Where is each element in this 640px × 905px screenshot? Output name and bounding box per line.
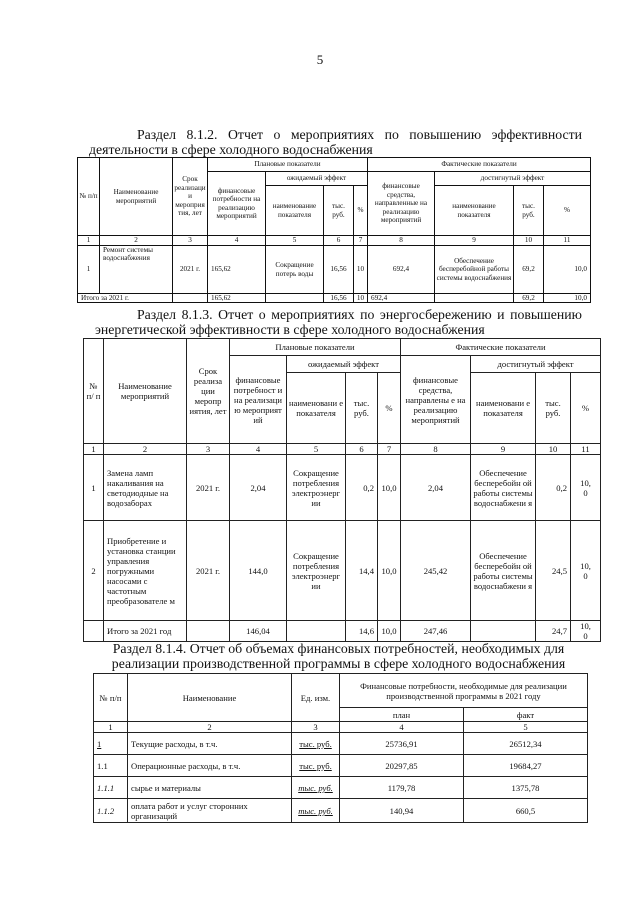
column-number: 6	[346, 444, 378, 455]
header-rub: тыс. руб.	[536, 373, 571, 444]
column-number: 8	[368, 236, 435, 246]
header-num: № п/п	[94, 674, 128, 722]
row-unit: тыс. руб.	[292, 755, 340, 777]
header-plan-fin: финансовые потребност и на реализаци ю мероприят ий	[230, 356, 287, 444]
column-number: 1	[94, 722, 128, 733]
total-fact-pct	[571, 621, 601, 642]
table-row	[84, 455, 601, 521]
header-expected: ожидаемый эффект	[287, 356, 401, 373]
row-fact: 26512,34	[464, 733, 588, 755]
row-plan-fin: 2,04	[230, 455, 287, 521]
header-pct: %	[378, 373, 401, 444]
column-number: 11	[571, 444, 601, 455]
row-name: Приобретение и установка станции управления погружными насосами с частотным преобразователе м	[104, 521, 187, 621]
column-number: 4	[340, 722, 464, 733]
pct-part: 10,	[580, 621, 591, 631]
row-plan: 25736,91	[340, 733, 464, 755]
row-plan-indicator: Сокращение потребления электроэнерг ии	[287, 521, 346, 621]
header-fact: Фактические показатели	[401, 339, 601, 356]
row-num: 1	[84, 455, 104, 521]
row-fact-rub: 69,2	[514, 246, 544, 294]
header-num: № п/ п	[84, 339, 104, 444]
column-number: 9	[471, 444, 536, 455]
header-fact-fin: финансовые средства, направленные на реализацию мероприятий	[368, 172, 435, 236]
column-number: 9	[435, 236, 514, 246]
total-fact-fin: 247,46	[401, 621, 471, 642]
row-plan: 140,94	[340, 799, 464, 823]
total-label: Итого за 2021 г.	[78, 294, 173, 303]
row-plan-rub: 14,4	[346, 521, 378, 621]
row-num: 2	[84, 521, 104, 621]
row-name: сырье и материалы	[128, 777, 292, 799]
total-plan-pct: 10	[354, 294, 368, 303]
table-row	[78, 246, 591, 294]
header-indicator: наименование показателя	[266, 186, 324, 236]
total-row	[78, 294, 591, 303]
row-plan-pct: 10,0	[378, 521, 401, 621]
row-plan-rub: 0,2	[346, 455, 378, 521]
column-number: 4	[208, 236, 266, 246]
row-num: 1.1	[94, 755, 128, 777]
header-expected: ожидаемый эффект	[266, 172, 368, 186]
column-number: 6	[324, 236, 354, 246]
row-plan-pct: 10,0	[378, 455, 401, 521]
row-unit: тыс. руб.	[292, 733, 340, 755]
header-rub: тыс. руб.	[346, 373, 378, 444]
row-num: 1	[78, 246, 100, 294]
total-fact-pct: 10,0	[544, 294, 591, 303]
column-number: 10	[536, 444, 571, 455]
header-plan: Плановые показатели	[230, 339, 401, 356]
row-name: Замена ламп накаливания на светодиодные на водозаборах	[104, 455, 187, 521]
column-number: 2	[104, 444, 187, 455]
heading-line: Раздел 8.1.3. Отчет о мероприятиях по энергосбережению и повышению	[137, 307, 582, 322]
row-name: Операционные расходы, в т.ч.	[128, 755, 292, 777]
header-indicator: наименование показателя	[435, 186, 514, 236]
section-8-1-4-heading	[95, 641, 582, 671]
header-fact: Фактические показатели	[368, 158, 591, 172]
column-number: 8	[401, 444, 471, 455]
column-number: 3	[173, 236, 208, 246]
header-fact: факт	[464, 708, 588, 722]
header-name: Наименование	[128, 674, 292, 722]
total-plan-rub: 16,56	[324, 294, 354, 303]
row-fact-pct: 10,0	[544, 246, 591, 294]
row-fact-pct	[571, 521, 601, 621]
column-numbers-row	[94, 722, 588, 733]
row-fact-fin: 692,4	[368, 246, 435, 294]
row-plan-indicator: Сокращение потребления электроэнерг ии	[287, 455, 346, 521]
total-plan-rub: 14,6	[346, 621, 378, 642]
row-plan: 1179,78	[340, 777, 464, 799]
header-name: Наименование мероприятий	[100, 158, 173, 236]
header-fact-fin: финансовые средства, направлены е на реализацию мероприятий	[401, 356, 471, 444]
total-empty	[435, 294, 514, 303]
heading-line: Раздел 8.1.2. Отчет о мероприятиях по повышению эффективности	[137, 127, 582, 142]
row-name: Ремонт системы водоснабжения	[100, 246, 173, 294]
column-numbers-row	[78, 236, 591, 246]
total-fact-fin: 692,4	[368, 294, 435, 303]
header-achieved: достигнутый эффект	[435, 172, 591, 186]
row-num: 1.1.2	[94, 799, 128, 823]
total-plan-fin: 165,62	[208, 294, 266, 303]
pct-part: 0	[583, 631, 588, 641]
header-indicator: наименовани е показателя	[471, 373, 536, 444]
total-plan-pct: 10,0	[378, 621, 401, 642]
row-name: Текущие расходы, в т.ч.	[128, 733, 292, 755]
column-number: 7	[378, 444, 401, 455]
header-rub: тыс. руб.	[514, 186, 544, 236]
row-plan: 20297,85	[340, 755, 464, 777]
row-fact-pct	[571, 455, 601, 521]
pct-part: 10,	[580, 477, 591, 488]
row-num: 1.1.1	[94, 777, 128, 799]
table-row	[84, 521, 601, 621]
header-rub: тыс. руб.	[324, 186, 354, 236]
column-number: 2	[100, 236, 173, 246]
pct-part: 10,	[580, 560, 591, 571]
column-number: 1	[84, 444, 104, 455]
column-number: 3	[187, 444, 230, 455]
header-num: № п/п	[78, 158, 100, 236]
row-fact: 660,5	[464, 799, 588, 823]
header-unit: Ед. изм.	[292, 674, 340, 722]
header-pct: %	[544, 186, 591, 236]
total-empty	[187, 621, 230, 642]
column-number: 3	[292, 722, 340, 733]
column-number: 5	[464, 722, 588, 733]
events-efficiency-table	[77, 157, 591, 303]
row-unit: тыс. руб.	[292, 799, 340, 823]
row-fact-fin: 2,04	[401, 455, 471, 521]
total-fact-rub: 24,7	[536, 621, 571, 642]
heading-line: реализации производственной программы в сфере холодного водоснабжения	[111, 656, 566, 671]
header-term: Срок реализа ции меропр иятия, лет	[187, 339, 230, 444]
pct-part: 0	[583, 487, 588, 498]
total-label: Итого за 2021 год	[104, 621, 187, 642]
row-fact-rub: 0,2	[536, 455, 571, 521]
column-number: 11	[544, 236, 591, 246]
total-fact-rub: 69,2	[514, 294, 544, 303]
row-fact-indicator: Обеспечение бесперебойн ой работы системы водоснабжени я	[471, 521, 536, 621]
financial-needs-table	[93, 673, 588, 823]
header-pct: %	[571, 373, 601, 444]
header-plan: Плановые показатели	[208, 158, 368, 172]
row-fact-indicator: Обеспечение бесперебойн ой работы системы водоснабжени я	[471, 455, 536, 521]
header-plan: план	[340, 708, 464, 722]
row-fact: 1375,78	[464, 777, 588, 799]
total-row	[84, 621, 601, 642]
total-empty	[266, 294, 324, 303]
column-number: 5	[266, 236, 324, 246]
header-term: Срок реализации мероприятия, лет	[173, 158, 208, 236]
heading-line: энергетической эффективности в сфере холодного водоснабжения	[95, 322, 485, 337]
row-term: 2021 г.	[187, 455, 230, 521]
row-plan-rub: 16,56	[324, 246, 354, 294]
table-row	[94, 777, 588, 799]
row-plan-fin: 144,0	[230, 521, 287, 621]
section-8-1-2-heading	[89, 127, 582, 157]
column-number: 10	[514, 236, 544, 246]
row-plan-indicator: Сокращение потерь воды	[266, 246, 324, 294]
table-row	[94, 733, 588, 755]
header-pct: %	[354, 186, 368, 236]
table-row	[94, 755, 588, 777]
row-fact-indicator: Обеспечение бесперебойной работы системы водоснабжения	[435, 246, 514, 294]
column-number: 7	[354, 236, 368, 246]
row-term: 2021 г.	[173, 246, 208, 294]
row-plan-fin: 165,62	[208, 246, 266, 294]
row-term: 2021 г.	[187, 521, 230, 621]
energy-saving-table	[83, 338, 601, 642]
row-unit: тыс. руб.	[292, 777, 340, 799]
total-empty	[173, 294, 208, 303]
heading-line: Раздел 8.1.4. Отчет об объемах финансовых потребностей, необходимых для	[112, 641, 565, 656]
column-number: 4	[230, 444, 287, 455]
row-name: оплата работ и услуг сторонних организаций	[128, 799, 292, 823]
column-number: 1	[78, 236, 100, 246]
row-num: 1	[94, 733, 128, 755]
page-number: 5	[316, 52, 324, 67]
column-number: 2	[128, 722, 292, 733]
row-plan-pct: 10	[354, 246, 368, 294]
header-achieved: достигнутый эффект	[471, 356, 601, 373]
header-name: Наименование мероприятий	[104, 339, 187, 444]
row-fact-rub: 24,5	[536, 521, 571, 621]
total-plan-fin: 146,04	[230, 621, 287, 642]
header-indicator: наименовани е показателя	[287, 373, 346, 444]
header-fin-needs: Финансовые потребности, необходимые для реализации производственной программы в 2021 году	[340, 674, 588, 708]
total-empty	[84, 621, 104, 642]
total-empty	[471, 621, 536, 642]
total-empty	[287, 621, 346, 642]
header-plan-fin: финансовые потребности на реализацию мероприятий	[208, 172, 266, 236]
pct-part: 0	[583, 570, 588, 581]
row-fact-fin: 245,42	[401, 521, 471, 621]
column-numbers-row	[84, 444, 601, 455]
heading-line: деятельности в сфере холодного водоснабжения	[89, 142, 373, 157]
section-8-1-3-heading	[95, 307, 582, 337]
row-fact: 19684,27	[464, 755, 588, 777]
table-row	[94, 799, 588, 823]
column-number: 5	[287, 444, 346, 455]
